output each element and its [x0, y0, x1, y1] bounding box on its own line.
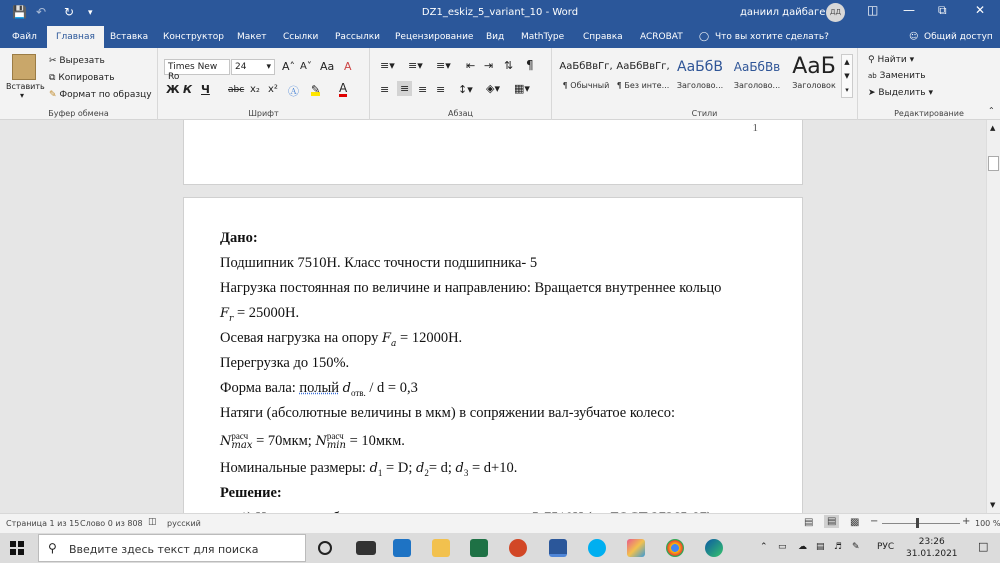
style-heading-1[interactable]	[672, 53, 728, 97]
close-icon[interactable]: ✕	[975, 3, 986, 17]
style-heading-2[interactable]	[729, 53, 785, 97]
collapse-ribbon-icon[interactable]: ⌃	[988, 106, 995, 115]
line-spacing-icon[interactable]: ↕▾	[458, 83, 473, 96]
borders-icon[interactable]: ▦▾	[514, 82, 530, 95]
taskbar	[0, 533, 1000, 563]
clipboard-label: Буфер обмена	[48, 109, 109, 118]
style-preview: АаБ	[792, 54, 836, 79]
nmax-sup: расч	[231, 431, 249, 441]
style-normal[interactable]	[558, 53, 614, 97]
format-painter-label: Формат по образцу	[59, 90, 152, 100]
scissors-icon: ✂	[49, 56, 57, 66]
tell-me-input[interactable]: Что вы хотите сделать?	[715, 32, 829, 42]
cut-label: Вырезать	[59, 56, 105, 66]
task-view-icon[interactable]	[356, 541, 376, 555]
powerpoint-icon[interactable]	[509, 539, 527, 557]
nominal-line	[220, 460, 517, 478]
tab-layout[interactable]: Макет	[237, 32, 267, 42]
strikethrough-button[interactable]: abc	[228, 85, 245, 95]
cloud-icon[interactable]: ☁	[798, 542, 807, 552]
windows-start-icon[interactable]	[10, 541, 24, 555]
d2-sub: 2	[424, 468, 429, 478]
font-size-value: 24	[235, 62, 247, 72]
fr-sub: r	[229, 314, 234, 324]
zoom-level[interactable]: 100 %	[975, 519, 1000, 528]
clock-time: 23:26	[918, 537, 945, 547]
paste-button[interactable]: Вставить	[6, 82, 45, 91]
tab-design[interactable]: Конструктор	[163, 32, 224, 42]
grow-font-button[interactable]: A˄	[282, 60, 296, 73]
d-ratio: / d = 0,3	[369, 380, 418, 396]
format-painter-button[interactable]	[49, 90, 152, 100]
vertical-scrollbar[interactable]	[986, 120, 1000, 513]
font-size-select[interactable]	[231, 59, 275, 75]
volume-icon[interactable]: ♬	[834, 542, 843, 552]
scroll-down-icon[interactable]: ▼	[990, 501, 996, 509]
tab-view[interactable]: Вид	[486, 32, 505, 42]
customize-toolbar-icon[interactable]: ▾	[88, 8, 93, 18]
zoom-in-icon[interactable]: +	[962, 516, 971, 527]
chevron-up-icon[interactable]: ⌃	[760, 542, 768, 552]
chrome-icon[interactable]	[666, 539, 684, 557]
subscript-button[interactable]: x₂	[250, 84, 260, 95]
n-formula-line	[220, 432, 405, 450]
style-name: Заголовок	[792, 81, 836, 90]
text-effects-icon[interactable]: Ⓐ	[288, 85, 299, 98]
avatar[interactable]: ДД	[826, 3, 845, 22]
tab-references[interactable]: Ссылки	[283, 32, 319, 42]
nmax-value: = 70мкм;	[256, 433, 312, 449]
style-title[interactable]	[786, 53, 842, 97]
paragraph-label: Абзац	[447, 109, 473, 118]
file-explorer-icon[interactable]	[432, 539, 450, 557]
proofing-icon[interactable]: ◫	[148, 517, 157, 527]
tab-mathtype[interactable]: MathType	[521, 32, 565, 42]
copy-label: Копировать	[58, 73, 115, 83]
read-mode-icon[interactable]: ▤	[804, 517, 814, 528]
battery-icon[interactable]: ▭	[778, 542, 787, 552]
change-case-button[interactable]: Aa	[320, 60, 335, 73]
nmin-sub: min	[326, 440, 346, 451]
select-label: Выделить	[878, 88, 926, 98]
shaft-form-value: полый	[299, 380, 339, 396]
clock[interactable]	[906, 536, 958, 560]
copy-button[interactable]	[49, 73, 115, 83]
status-bar	[0, 513, 1000, 533]
word-icon[interactable]	[549, 539, 567, 557]
increase-indent-icon[interactable]: ⇥	[484, 59, 494, 72]
nmin-symbol: N	[315, 434, 327, 449]
excel-icon[interactable]	[470, 539, 488, 557]
clock-date: 31.01.2021	[906, 549, 958, 559]
web-layout-icon[interactable]: ▩	[850, 517, 860, 528]
select-button[interactable]: ➤ Выделить ▾	[868, 88, 934, 98]
d2-symbol: d	[415, 461, 425, 476]
style-name: ¶ Обычный	[562, 81, 610, 90]
paint-icon[interactable]	[627, 539, 645, 557]
find-button[interactable]: ⚲ Найти ▾	[868, 55, 915, 65]
language-status[interactable]: русский	[167, 519, 201, 528]
fa-sub: a	[391, 339, 397, 349]
copy-icon: ⧉	[49, 73, 56, 83]
scroll-up-icon[interactable]: ▲	[990, 124, 996, 132]
ribbon-tabs	[0, 26, 1000, 48]
axial-text: Осевая нагрузка на опору	[220, 330, 379, 346]
pilcrow-icon[interactable]: ¶	[526, 58, 534, 72]
search-icon: ⚲	[868, 55, 875, 65]
save-icon[interactable]: 💾	[12, 5, 27, 19]
cut-button[interactable]	[49, 56, 105, 66]
cursor-icon: ➤	[868, 88, 876, 98]
ribbon-display-icon[interactable]: ◫	[867, 3, 879, 17]
given-heading	[220, 230, 258, 247]
style-preview: АаБбВв	[733, 60, 781, 74]
solution-heading-text: Решение:	[220, 485, 282, 501]
highlight-icon[interactable]: ✎	[311, 83, 321, 96]
title-bar	[0, 0, 1000, 26]
d3-symbol: d	[455, 461, 464, 476]
style-preview: АаБбВвГг,	[559, 61, 613, 72]
tab-insert[interactable]: Вставка	[110, 32, 149, 42]
style-name: Заголово...	[676, 81, 724, 90]
editing-label: Редактирование	[894, 109, 964, 118]
tab-review[interactable]: Рецензирование	[395, 32, 474, 42]
user-name[interactable]: даниил дайбаге	[740, 7, 826, 18]
print-layout-icon[interactable]: ▤	[824, 515, 839, 528]
font-name-select[interactable]: Times New Ro	[164, 59, 230, 75]
multilevel-list-icon[interactable]: ≡▾	[436, 59, 451, 72]
ribbon	[0, 48, 1000, 120]
shaft-form-line	[220, 380, 418, 398]
fr-symbol: F	[220, 306, 230, 321]
bold-button[interactable]: Ж	[166, 83, 180, 96]
clipboard-group	[0, 48, 158, 120]
undo-icon[interactable]: ↶	[36, 5, 47, 19]
shaft-form-text: Форма вала:	[220, 380, 296, 396]
style-preview: АаБбВвГг,	[616, 61, 670, 72]
nmin-value: = 10мкм.	[349, 433, 405, 449]
align-right-icon[interactable]: ≡	[418, 83, 428, 96]
replace-button[interactable]	[868, 71, 926, 81]
justify-icon[interactable]: ≡	[436, 83, 446, 96]
page-2[interactable]	[183, 197, 803, 527]
chevron-down-icon: ▾	[266, 62, 271, 72]
page-count[interactable]: Страница 1 из 15	[6, 519, 80, 528]
style-preview: АаБбВ	[677, 59, 723, 75]
fr-line	[220, 305, 299, 324]
d3-value: = d+10.	[471, 460, 518, 476]
numbering-icon[interactable]: ≡▾	[408, 59, 423, 72]
tab-mailings[interactable]: Рассылки	[335, 32, 380, 42]
person-icon: ☺	[909, 32, 919, 42]
skype-icon[interactable]	[588, 539, 606, 557]
overload-line: Перегрузка до 150%.	[220, 355, 350, 371]
nominal-text: Номинальные размеры:	[220, 460, 366, 476]
page-number: 1	[752, 122, 758, 134]
style-name: ¶ Без инте...	[616, 81, 670, 90]
font-color-icon[interactable]: A	[339, 81, 348, 95]
chevron-down-icon[interactable]: ▾	[20, 91, 25, 100]
d-symbol: d	[342, 381, 351, 396]
d3-sub: 3	[463, 468, 469, 478]
replace-icon: ab	[868, 72, 877, 80]
share-button[interactable]: Общий доступ	[924, 32, 993, 42]
document-title: DZ1_eskiz_5_variant_10 - Word	[421, 7, 579, 18]
page-1-bottom	[183, 120, 803, 185]
shading-icon[interactable]: ◈▾	[486, 82, 500, 95]
tab-file[interactable]: Файл	[12, 32, 37, 42]
styles-label: Стили	[691, 109, 718, 118]
font-group	[158, 48, 370, 120]
given-heading-text: Дано:	[220, 230, 258, 246]
bearing-line: Подшипник 7510Н. Класс точности подшипника- 5	[220, 255, 538, 271]
d2-value: = d;	[428, 460, 452, 476]
search-icon: ⚲	[48, 541, 57, 555]
nmax-sub: max	[231, 440, 253, 451]
paste-icon[interactable]	[12, 54, 36, 80]
bullets-icon[interactable]: ≡▾	[380, 59, 395, 72]
shrink-font-button[interactable]: A˅	[300, 61, 312, 72]
nmin-sup: расч	[326, 431, 344, 441]
cortana-icon[interactable]	[318, 541, 332, 555]
lightbulb-icon: ◯	[699, 32, 710, 42]
clear-formatting-button[interactable]: A	[344, 60, 352, 73]
editing-group	[858, 48, 1000, 120]
zoom-out-icon[interactable]: −	[870, 516, 879, 527]
d-sub: отв.	[350, 388, 366, 398]
style-name: Заголово...	[733, 81, 781, 90]
network-icon[interactable]: ▤	[816, 542, 825, 552]
mail-icon[interactable]	[393, 539, 411, 557]
interference-line: Натяги (абсолютные величины в мкм) в сопряжении вал-зубчатое колесо:	[220, 405, 675, 421]
paragraph-group	[370, 48, 552, 120]
notifications-icon[interactable]: □	[978, 540, 989, 553]
tab-acrobat[interactable]: ACROBAT	[640, 32, 683, 42]
axial-line	[220, 330, 462, 349]
zoom-slider[interactable]	[882, 523, 960, 524]
styles-group	[552, 48, 858, 120]
brush-icon: ✎	[49, 90, 57, 100]
decrease-indent-icon[interactable]: ⇤	[466, 59, 476, 72]
underline-button[interactable]: Ч	[201, 83, 210, 96]
d1-value: = D;	[386, 460, 413, 476]
d1-symbol: d	[369, 461, 378, 476]
word-count[interactable]: Слово 0 из 808	[80, 519, 143, 528]
sort-icon[interactable]: ⇅	[504, 59, 514, 72]
tab-home[interactable]: Главная	[47, 26, 104, 48]
search-input[interactable]: Введите здесь текст для поиска	[69, 543, 259, 556]
pen-icon[interactable]: ✎	[852, 542, 860, 552]
input-language[interactable]: РУС	[877, 542, 895, 552]
styles-scroll[interactable]: ▲ ▼ ▾	[841, 54, 853, 98]
zoom-slider-thumb[interactable]	[916, 518, 919, 528]
tab-help[interactable]: Справка	[583, 32, 623, 42]
edge-icon[interactable]	[705, 539, 723, 557]
minimize-icon[interactable]: —	[903, 3, 915, 17]
fa-value: = 12000Н.	[400, 330, 463, 346]
solution-heading	[220, 485, 282, 502]
d1-sub: 1	[377, 468, 383, 478]
replace-label: Заменить	[879, 71, 926, 81]
italic-button[interactable]: К	[183, 83, 192, 96]
align-center-icon[interactable]: ≡	[397, 81, 412, 96]
fr-value: = 25000Н.	[236, 305, 300, 321]
taskbar-search[interactable]	[38, 534, 306, 562]
nmax-symbol: N	[220, 434, 232, 449]
scroll-thumb[interactable]	[988, 156, 999, 171]
load-line: Нагрузка постоянная по величине и направлению: Вращается внутреннее кольцо	[220, 280, 722, 296]
superscript-button[interactable]: x²	[268, 84, 278, 95]
style-no-spacing[interactable]	[615, 53, 671, 97]
find-label: Найти	[877, 55, 907, 65]
redo-icon[interactable]: ↻	[64, 5, 75, 19]
align-left-icon[interactable]: ≡	[380, 83, 390, 96]
fa-symbol: F	[382, 331, 392, 346]
document-canvas[interactable]	[0, 120, 986, 513]
restore-icon[interactable]: ⧉	[938, 3, 947, 17]
font-label: Шрифт	[248, 109, 279, 118]
